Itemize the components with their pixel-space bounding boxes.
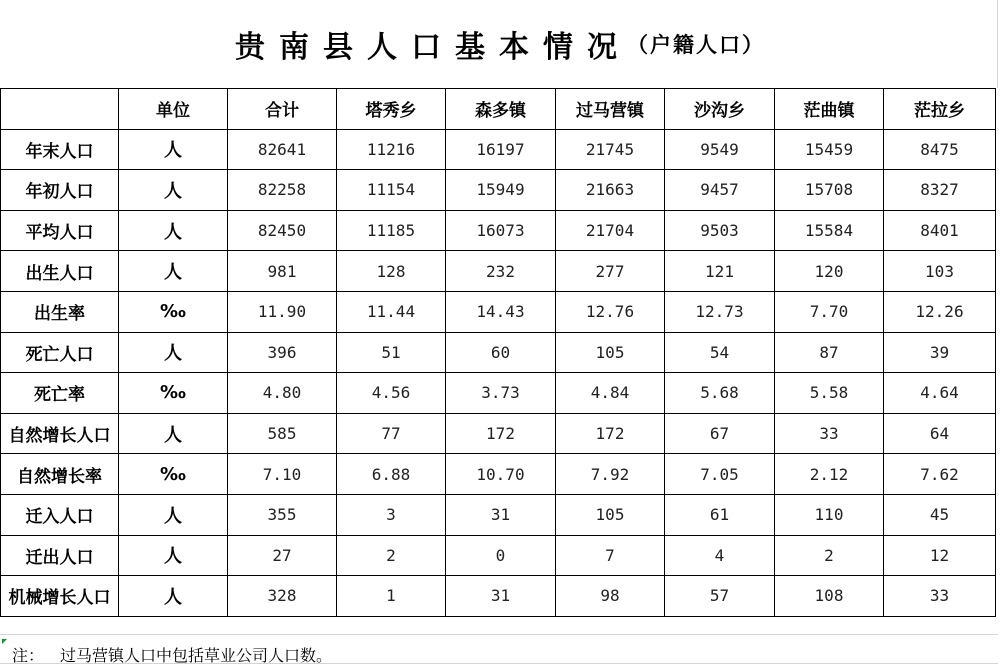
value-cell: 8401 <box>884 210 996 251</box>
value-cell: 77 <box>337 413 446 454</box>
value-cell: 67 <box>665 413 775 454</box>
header-cell: 塔秀乡 <box>337 89 446 130</box>
header-cell: 茫曲镇 <box>775 89 884 130</box>
table-row <box>1 494 996 535</box>
value-cell: 11185 <box>337 210 446 251</box>
value-cell: 6.88 <box>337 454 446 495</box>
unit-cell: 人 <box>119 251 228 292</box>
value-cell: 51 <box>337 332 446 373</box>
value-cell: 82450 <box>228 210 337 251</box>
value-cell: 3 <box>337 494 446 535</box>
unit-cell: ‰ <box>119 373 228 414</box>
value-cell: 15708 <box>775 170 884 211</box>
value-cell: 355 <box>228 494 337 535</box>
value-cell: 172 <box>556 413 665 454</box>
value-cell: 121 <box>665 251 775 292</box>
footnote-label: 注： <box>12 646 45 665</box>
value-cell: 12 <box>884 535 996 576</box>
value-cell: 4 <box>665 535 775 576</box>
header-row <box>1 89 996 130</box>
unit-cell: 人 <box>119 576 228 617</box>
value-cell: 4.64 <box>884 373 996 414</box>
value-cell: 57 <box>665 576 775 617</box>
value-cell: 7.70 <box>775 291 884 332</box>
value-cell: 328 <box>228 576 337 617</box>
value-cell: 31 <box>446 494 556 535</box>
header-corner-cell <box>1 89 119 130</box>
unit-cell: 人 <box>119 494 228 535</box>
value-cell: 16197 <box>446 129 556 170</box>
unit-cell: 人 <box>119 332 228 373</box>
value-cell: 5.68 <box>665 373 775 414</box>
population-table <box>0 88 996 617</box>
value-cell: 82258 <box>228 170 337 211</box>
table-row <box>1 210 996 251</box>
row-label: 年末人口 <box>1 129 119 170</box>
row-label: 年初人口 <box>1 170 119 211</box>
value-cell: 7.92 <box>556 454 665 495</box>
value-cell: 15584 <box>775 210 884 251</box>
table-row <box>1 576 996 617</box>
value-cell: 108 <box>775 576 884 617</box>
grid-line <box>0 663 998 664</box>
row-label: 出生率 <box>1 291 119 332</box>
row-label: 死亡率 <box>1 373 119 414</box>
value-cell: 105 <box>556 494 665 535</box>
header-cell: 茫拉乡 <box>884 89 996 130</box>
value-cell: 7.62 <box>884 454 996 495</box>
table-row <box>1 413 996 454</box>
value-cell: 21663 <box>556 170 665 211</box>
unit-cell: ‰ <box>119 454 228 495</box>
value-cell: 2.12 <box>775 454 884 495</box>
unit-cell: 人 <box>119 210 228 251</box>
value-cell: 4.56 <box>337 373 446 414</box>
row-label: 自然增长人口 <box>1 413 119 454</box>
value-cell: 82641 <box>228 129 337 170</box>
value-cell: 5.58 <box>775 373 884 414</box>
table-row <box>1 291 996 332</box>
header-cell: 合计 <box>228 89 337 130</box>
value-cell: 7 <box>556 535 665 576</box>
value-cell: 2 <box>337 535 446 576</box>
comment-marker-icon <box>2 639 7 644</box>
value-cell: 21704 <box>556 210 665 251</box>
value-cell: 60 <box>446 332 556 373</box>
value-cell: 9457 <box>665 170 775 211</box>
value-cell: 11154 <box>337 170 446 211</box>
value-cell: 31 <box>446 576 556 617</box>
value-cell: 232 <box>446 251 556 292</box>
value-cell: 64 <box>884 413 996 454</box>
value-cell: 3.73 <box>446 373 556 414</box>
page-title <box>0 0 1000 88</box>
value-cell: 103 <box>884 251 996 292</box>
title-sub: （户籍人口） <box>627 32 765 57</box>
value-cell: 87 <box>775 332 884 373</box>
value-cell: 98 <box>556 576 665 617</box>
value-cell: 9549 <box>665 129 775 170</box>
header-cell: 单位 <box>119 89 228 130</box>
value-cell: 54 <box>665 332 775 373</box>
value-cell: 33 <box>775 413 884 454</box>
unit-cell: 人 <box>119 129 228 170</box>
value-cell: 11.44 <box>337 291 446 332</box>
row-label: 自然增长率 <box>1 454 119 495</box>
value-cell: 8475 <box>884 129 996 170</box>
value-cell: 16073 <box>446 210 556 251</box>
value-cell: 4.80 <box>228 373 337 414</box>
table-row <box>1 332 996 373</box>
unit-cell: 人 <box>119 170 228 211</box>
footnote <box>0 634 998 670</box>
value-cell: 110 <box>775 494 884 535</box>
header-cell: 过马营镇 <box>556 89 665 130</box>
value-cell: 277 <box>556 251 665 292</box>
value-cell: 0 <box>446 535 556 576</box>
value-cell: 172 <box>446 413 556 454</box>
value-cell: 8327 <box>884 170 996 211</box>
value-cell: 11216 <box>337 129 446 170</box>
title-main: 贵南县人口基本情况 <box>235 30 631 65</box>
value-cell: 39 <box>884 332 996 373</box>
value-cell: 981 <box>228 251 337 292</box>
table-row <box>1 535 996 576</box>
value-cell: 10.70 <box>446 454 556 495</box>
table-row <box>1 170 996 211</box>
value-cell: 12.73 <box>665 291 775 332</box>
value-cell: 9503 <box>665 210 775 251</box>
value-cell: 1 <box>337 576 446 617</box>
value-cell: 105 <box>556 332 665 373</box>
footnote-text: 过马营镇人口中包括草业公司人口数。 <box>60 646 333 665</box>
table-row <box>1 454 996 495</box>
row-label: 迁出人口 <box>1 535 119 576</box>
value-cell: 7.10 <box>228 454 337 495</box>
value-cell: 12.76 <box>556 291 665 332</box>
unit-cell: 人 <box>119 535 228 576</box>
value-cell: 2 <box>775 535 884 576</box>
row-label: 出生人口 <box>1 251 119 292</box>
table-row <box>1 251 996 292</box>
value-cell: 396 <box>228 332 337 373</box>
header-cell: 沙沟乡 <box>665 89 775 130</box>
value-cell: 14.43 <box>446 291 556 332</box>
row-label: 死亡人口 <box>1 332 119 373</box>
table-row <box>1 373 996 414</box>
value-cell: 4.84 <box>556 373 665 414</box>
value-cell: 27 <box>228 535 337 576</box>
value-cell: 45 <box>884 494 996 535</box>
value-cell: 33 <box>884 576 996 617</box>
value-cell: 21745 <box>556 129 665 170</box>
value-cell: 15459 <box>775 129 884 170</box>
value-cell: 12.26 <box>884 291 996 332</box>
table-row <box>1 129 996 170</box>
value-cell: 11.90 <box>228 291 337 332</box>
value-cell: 120 <box>775 251 884 292</box>
row-label: 机械增长人口 <box>1 576 119 617</box>
value-cell: 128 <box>337 251 446 292</box>
row-label: 平均人口 <box>1 210 119 251</box>
value-cell: 7.05 <box>665 454 775 495</box>
value-cell: 15949 <box>446 170 556 211</box>
unit-cell: 人 <box>119 413 228 454</box>
value-cell: 585 <box>228 413 337 454</box>
header-cell: 森多镇 <box>446 89 556 130</box>
row-label: 迁入人口 <box>1 494 119 535</box>
unit-cell: ‰ <box>119 291 228 332</box>
value-cell: 61 <box>665 494 775 535</box>
